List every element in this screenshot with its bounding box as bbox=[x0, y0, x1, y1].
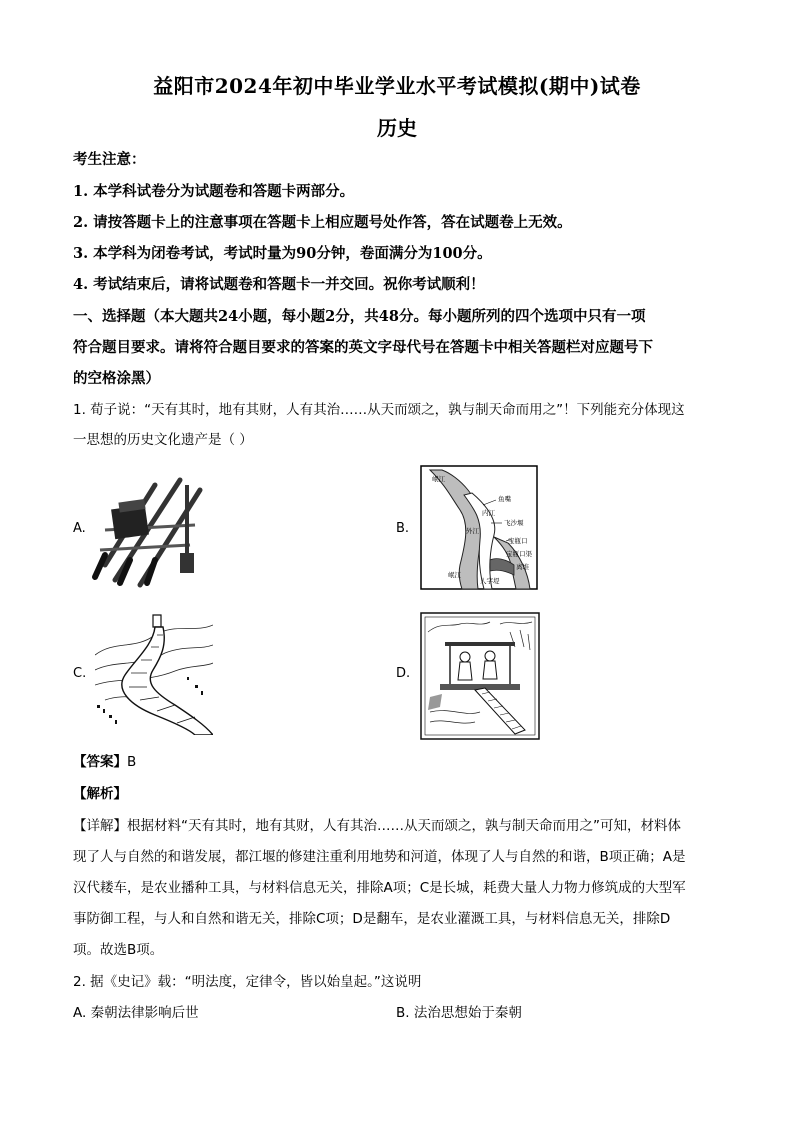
answer-label: 【答案】 bbox=[73, 754, 127, 770]
map-label-neijiang: 内江 bbox=[482, 509, 495, 517]
water-wheel-image bbox=[420, 612, 540, 740]
map-label-feishayan: 飞沙堰 bbox=[504, 519, 524, 527]
map-label-renzidi: 人字堤 bbox=[480, 577, 500, 585]
seed-drill-image bbox=[85, 465, 215, 590]
section1-line-2: 符合题目要求。请将符合题目要求的答案的英文字母代号在答题卡中相关答题栏对应题号下 bbox=[73, 339, 653, 356]
notice-heading: 考生注意： bbox=[73, 151, 146, 168]
q1-option-d-image bbox=[420, 612, 540, 740]
analysis-label: 【解析】 bbox=[73, 786, 127, 802]
notice-item-2: 2. 请按答题卡上的注意事项在答题卡上相应题号处作答，答在试题卷上无效。 bbox=[73, 214, 572, 231]
map-label-yuzui: 鱼嘴 bbox=[498, 495, 511, 503]
q1-answer bbox=[73, 752, 136, 772]
notice-item-4: 4. 考试结束后，请将试题卷和答题卡一并交回。祝你考试顺利！ bbox=[73, 276, 485, 293]
map-label-waijiang: 外江 bbox=[466, 527, 479, 535]
section1-line-1: 一、选择题（本大题共24小题，每小题2分，共48分。每小题所列的四个选项中只有一项 bbox=[73, 308, 646, 325]
answer-value: B bbox=[127, 754, 137, 770]
great-wall-image bbox=[95, 605, 213, 735]
notice-item-3: 3. 本学科为闭卷考试，考试时量为90分钟，卷面满分为100分。 bbox=[73, 245, 492, 262]
map-label-minjiang-top: 岷江 bbox=[432, 475, 445, 483]
map-label-baopingkou: 宝瓶口 bbox=[508, 537, 528, 545]
q1-detail-line-1: 【详解】根据材料“天有其时，地有其财，人有其治……从天而颂之，孰与制天命而用之”可知，材料体 bbox=[73, 818, 681, 834]
q1-detail-line-3: 汉代耧车，是农业播种工具，与材料信息无关，排除A项；C是长城，耗费大量人力物力修筑成的大型军 bbox=[73, 880, 686, 896]
q1-option-a-label: A. bbox=[73, 521, 86, 536]
q1-option-d-label: D. bbox=[396, 666, 411, 681]
notice-item-1: 1. 本学科试卷分为试题卷和答题卡两部分。 bbox=[73, 183, 355, 200]
q2-stem: 2. 据《史记》载：“明法度，定律令，皆以始皇起。”这说明 bbox=[73, 974, 422, 990]
dujiangyan-map bbox=[420, 465, 538, 590]
exam-title: 益阳市2024年初中毕业学业水平考试模拟(期中)试卷 bbox=[153, 74, 641, 98]
map-label-minjiang-bottom: 岷江 bbox=[448, 571, 461, 579]
q2-option-b: B. 法治思想始于秦朝 bbox=[396, 1005, 522, 1021]
subject-title: 历史 bbox=[377, 116, 417, 140]
q1-option-b-image bbox=[420, 465, 538, 590]
q1-option-b-label: B. bbox=[396, 521, 410, 536]
q1-detail-line-2: 现了人与自然的和谐发展，都江堰的修建注重利用地势和河道，体现了人与自然的和谐，B项正确；A是 bbox=[73, 849, 686, 865]
q1-option-c-image bbox=[95, 605, 213, 735]
q1-detail-line-5: 项。故选B项。 bbox=[73, 942, 164, 958]
map-label-qu: 宝瓶口渠 bbox=[506, 550, 532, 558]
section1-line-3: 的空格涂黑） bbox=[73, 370, 160, 387]
q1-stem-line-1: 1. 荀子说：“天有其时，地有其财，人有其治……从天而颂之，孰与制天命而用之”！下列能充分体现这 bbox=[73, 402, 685, 418]
q1-option-c-label: C. bbox=[73, 666, 87, 681]
q2-option-a: A. 秦朝法律影响后世 bbox=[73, 1005, 199, 1021]
q1-detail-line-4: 事防御工程，与人和自然和谐无关，排除C项；D是翻车，是农业灌溉工具，与材料信息无关，排除D bbox=[73, 911, 671, 927]
map-label-lidui: 离堆 bbox=[516, 563, 529, 571]
q1-stem-line-2: 一思想的历史文化遗产是（ ） bbox=[73, 432, 253, 448]
q1-option-a-image bbox=[85, 465, 215, 590]
